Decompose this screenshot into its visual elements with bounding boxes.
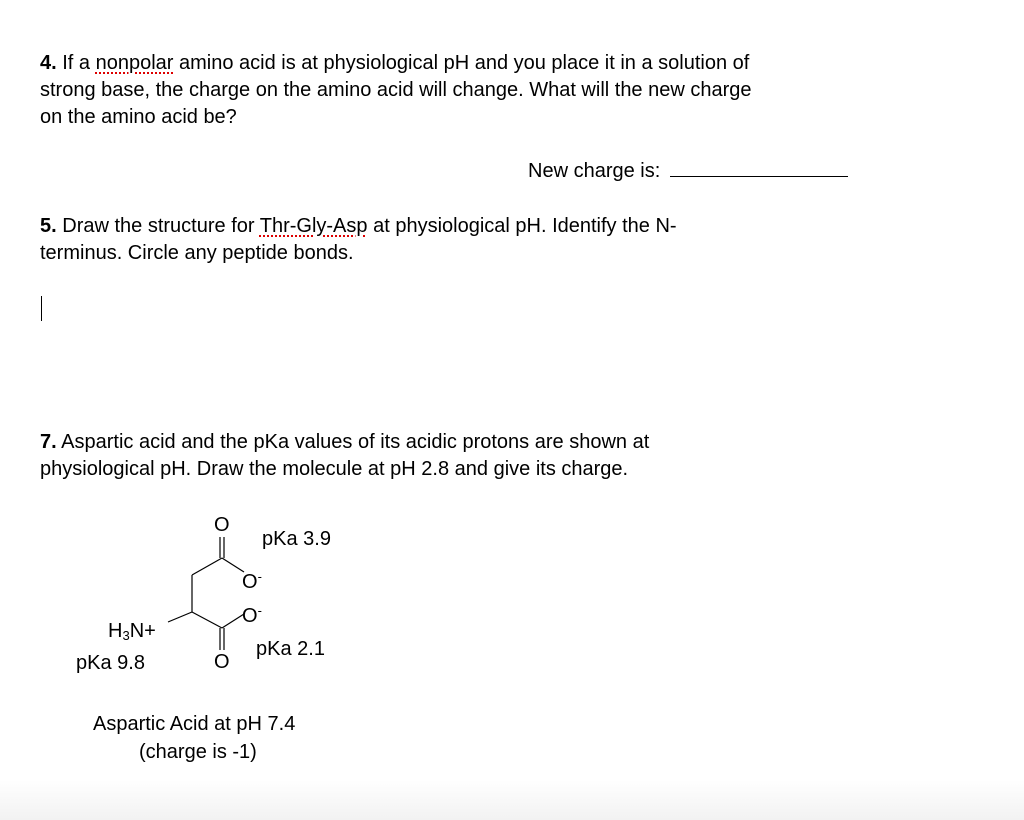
caption-line2: (charge is -1) <box>139 741 257 763</box>
bond <box>168 612 192 622</box>
q5-line2: terminus. Circle any peptide bonds. <box>40 242 354 264</box>
pka-side-chain: pKa 3.9 <box>262 528 331 550</box>
pka-amine: pKa 9.8 <box>76 652 145 674</box>
pka-alpha-carboxyl: pKa 2.1 <box>256 638 325 660</box>
bond <box>222 558 244 572</box>
q4-number: 4. <box>40 52 57 74</box>
minus: - <box>257 603 262 618</box>
minus: - <box>257 569 262 584</box>
atom-o-minus <box>242 600 262 627</box>
text: Aspartic acid and the pKa values of its acidic protons are shown at <box>56 431 650 453</box>
q5-number: 5. <box>40 215 57 237</box>
atom-h: H <box>108 620 123 642</box>
text: Draw the structure for <box>56 215 260 237</box>
text: at physiological pH. Identify the N- <box>367 215 677 237</box>
caption-line1: Aspartic Acid at pH 7.4 <box>93 713 296 735</box>
atom-o: O <box>242 605 258 627</box>
atom-o: O <box>242 571 258 593</box>
text: If a <box>56 52 96 74</box>
q7-number: 7. <box>40 431 57 453</box>
bond <box>222 614 244 628</box>
text: amino acid is at physiological pH and you place it in a solution of <box>173 52 750 74</box>
q7-line2: physiological pH. Draw the molecule at pH 2.8 and give its charge. <box>40 458 629 480</box>
bond <box>192 612 222 628</box>
q4-line2: strong base, the charge on the amino acid will change. What will the new charge <box>40 79 752 101</box>
spellcheck-word[interactable]: Thr-Gly-Asp <box>259 215 368 237</box>
atom-o: O <box>214 514 230 536</box>
subscript: 3 <box>122 628 130 643</box>
atom-n: N+ <box>129 620 156 642</box>
atom-o-minus <box>242 566 262 593</box>
answer-label: New charge is: <box>528 160 661 182</box>
amine-group <box>108 620 156 647</box>
bond <box>192 558 222 575</box>
spellcheck-word[interactable]: nonpolar <box>95 52 174 74</box>
q4-line3: on the amino acid be? <box>40 106 237 128</box>
atom-o: O <box>214 651 230 673</box>
